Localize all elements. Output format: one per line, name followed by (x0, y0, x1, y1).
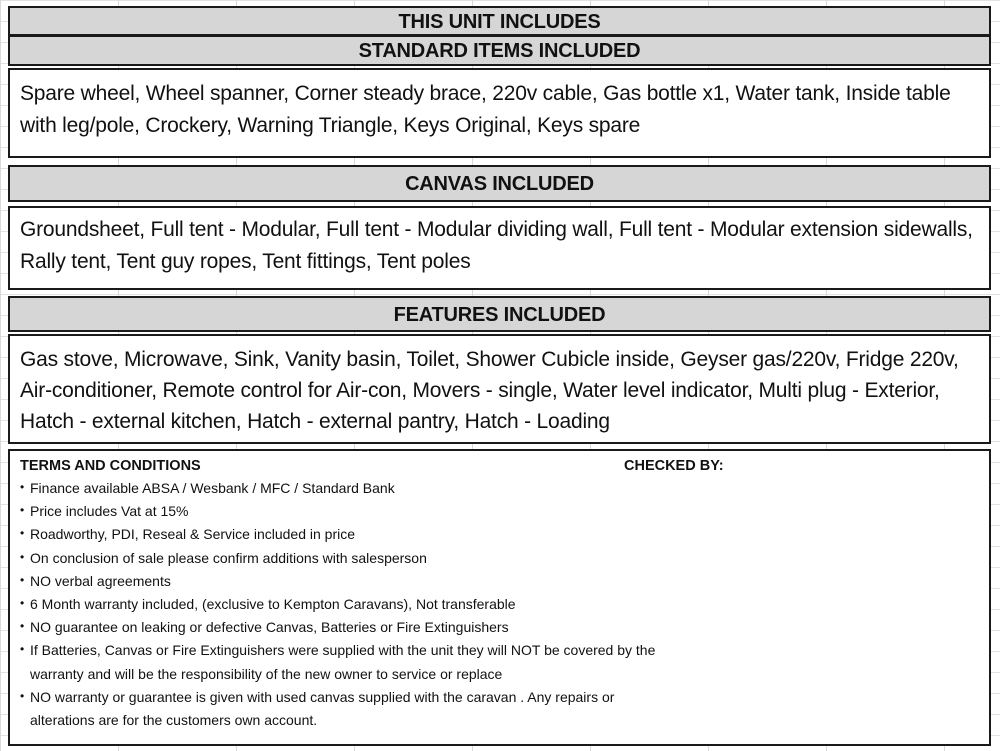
term-text: If Batteries, Canvas or Fire Extinguishers were supplied with the unit they will NOT be covered by the (30, 642, 656, 659)
bullet-icon: • (20, 596, 25, 611)
bullet-icon: • (20, 526, 25, 541)
checked-by-label: CHECKED BY: (624, 458, 724, 474)
term-text: Roadworthy, PDI, Reseal & Service included in price (30, 526, 356, 543)
bullet-icon: • (20, 642, 25, 657)
bullet-icon: • (20, 503, 25, 518)
list-item (20, 639, 979, 685)
terms-and-conditions-section (8, 449, 991, 746)
terms-list (20, 477, 979, 732)
term-text: Price includes Vat at 15% (30, 503, 189, 520)
canvas-heading: CANVAS INCLUDED (8, 165, 991, 202)
term-text: On conclusion of sale please confirm additions with salesperson (30, 549, 427, 566)
term-text-continuation: alterations are for the customers own account. (30, 712, 318, 729)
features-items-text: Gas stove, Microwave, Sink, Vanity basin, Toilet, Shower Cubicle inside, Geyser gas/220v, Fridge 220v, Air-conditioner, Remote control for Air-con, Movers - single, Water level indicator, Multi plug - Exterior, Hatch - external kitchen, Hatch - external pantry, Hatch - Loading (8, 334, 991, 444)
term-text-continuation: warranty and will be the responsibility of the new owner to service or replace (30, 665, 503, 682)
bullet-icon: • (20, 549, 25, 564)
list-item (20, 547, 979, 570)
term-text: 6 Month warranty included, (exclusive to Kempton Caravans), Not transferable (30, 596, 516, 613)
list-item (20, 477, 979, 500)
term-text: NO warranty or guarantee is given with used canvas supplied with the caravan . Any repairs or (30, 688, 615, 705)
list-item (20, 616, 979, 639)
term-text: Finance available ABSA / Wesbank / MFC / Standard Bank (30, 480, 395, 496)
bullet-icon: • (20, 619, 25, 634)
list-item (20, 686, 979, 732)
list-item (20, 593, 979, 616)
term-text: NO verbal agreements (30, 572, 171, 589)
bullet-icon: • (20, 572, 25, 587)
terms-heading: TERMS AND CONDITIONS (20, 458, 201, 474)
bullet-icon: • (20, 480, 25, 494)
list-item (20, 523, 979, 546)
term-text: NO guarantee on leaking or defective Canvas, Batteries or Fire Extinguishers (30, 619, 509, 636)
canvas-items-text: Groundsheet, Full tent - Modular, Full tent - Modular dividing wall, Full tent - Modular extension sidewalls, Rally tent, Tent guy ropes, Tent fittings, Tent poles (8, 206, 991, 290)
features-heading: FEATURES INCLUDED (8, 296, 991, 332)
bullet-icon: • (20, 688, 25, 703)
standard-items-text: Spare wheel, Wheel spanner, Corner steady brace, 220v cable, Gas bottle x1, Water tank, Inside table with leg/pole, Crockery, Warning Triangle, Keys Original, Keys spare (8, 68, 991, 158)
unit-includes-title: THIS UNIT INCLUDES (8, 6, 991, 36)
list-item (20, 570, 979, 593)
list-item (20, 500, 979, 523)
standard-items-heading: STANDARD ITEMS INCLUDED (8, 35, 991, 66)
